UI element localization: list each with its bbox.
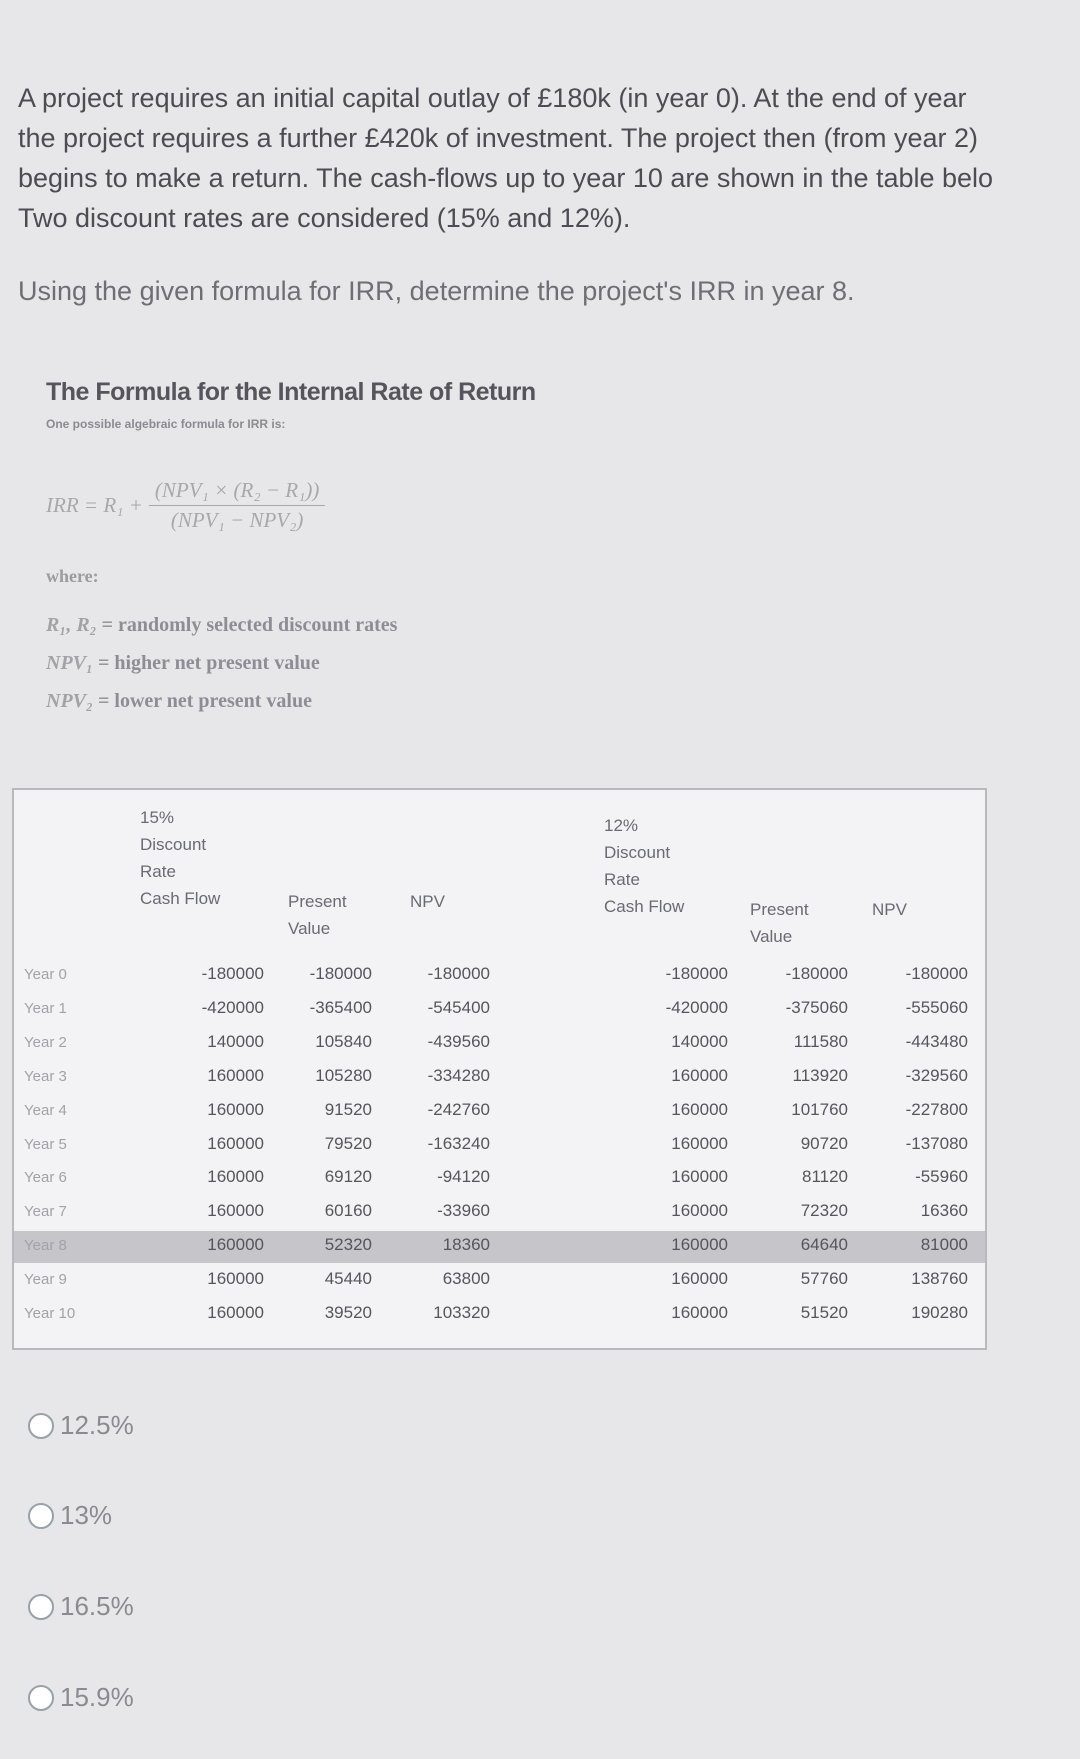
table-cell-cf12: -420000	[665, 997, 728, 1017]
cash-flow-table	[12, 788, 987, 1350]
row-label: Year 3	[24, 1067, 67, 1085]
option-label: 13%	[60, 1500, 113, 1530]
row-label: Year 2	[24, 1033, 67, 1051]
definition-text: = lower net present value	[92, 690, 312, 712]
option-15-9[interactable]	[28, 1682, 134, 1713]
option-label: 12.5%	[60, 1410, 134, 1440]
definition-symbol: NPV₁	[46, 652, 93, 674]
radio-button-icon[interactable]	[28, 1503, 54, 1529]
option-16-5[interactable]	[28, 1591, 134, 1622]
definition-npv1	[46, 652, 320, 675]
table-cell-cf15: -420000	[201, 997, 264, 1017]
table-cell-cf15: 140000	[207, 1031, 264, 1051]
header-12-present-value: Present Value	[750, 900, 809, 946]
irr-formula-image	[46, 378, 606, 728]
formula-title: The Formula for the Internal Rate of Return	[46, 378, 536, 406]
table-cell-pv12: 101760	[791, 1099, 848, 1119]
table-cell-cf15: 160000	[207, 1133, 264, 1153]
definition-npv2	[46, 690, 312, 713]
row-label: Year 5	[24, 1135, 67, 1153]
table-cell-cf15: 160000	[207, 1201, 264, 1221]
option-13[interactable]	[28, 1500, 112, 1531]
table-cell-pv12: 51520	[800, 1303, 848, 1322]
definition-symbol: NPV₂	[46, 690, 93, 712]
table-cell-cf12: 160000	[671, 1099, 728, 1119]
table-cell-cf15: 160000	[207, 1235, 264, 1255]
formula-where-label: where:	[46, 566, 99, 586]
table-cell-pv12: 72320	[800, 1201, 848, 1221]
table-cell-cf12: 160000	[671, 1133, 728, 1153]
table-cell-cf12: 160000	[671, 1065, 728, 1085]
header-15-npv: NPV	[410, 892, 445, 911]
table-cell-pv15: 69120	[324, 1167, 372, 1187]
row-label: Year 6	[24, 1169, 67, 1187]
radio-button-icon[interactable]	[28, 1594, 54, 1620]
table-cell-cf15: 160000	[207, 1099, 264, 1119]
table-cell-cf15: -180000	[201, 964, 264, 983]
question-line: A project requires an initial capital outlay of £180k (in year 0). At the end of year	[18, 83, 967, 113]
table-cell-pv15: 39520	[324, 1303, 372, 1322]
table-cell-cf12: 160000	[671, 1201, 728, 1221]
definition-symbol: R₁, R₂	[46, 614, 97, 636]
table-cell-npv12: -443480	[905, 1031, 968, 1051]
header-12-cash-flow: 12% Discount Rate Cash Flow	[604, 816, 685, 916]
table-cell-npv12: -227800	[905, 1099, 968, 1119]
table-cell-pv15: 105840	[315, 1031, 372, 1051]
table-cell-pv15: 60160	[324, 1201, 372, 1221]
row-label: Year 1	[24, 999, 67, 1017]
table-cell-pv15: -180000	[309, 964, 372, 983]
table-cell-npv12: -329560	[905, 1065, 968, 1085]
question-text	[18, 78, 1078, 238]
formula-subtitle: One possible algebraic formula for IRR is:	[46, 417, 286, 431]
table-cell-npv12: -180000	[905, 964, 968, 983]
question-instruction: Using the given formula for IRR, determine the project's IRR in year 8.	[18, 276, 855, 306]
option-12-5[interactable]	[28, 1410, 134, 1441]
table-cell-pv12: 113920	[792, 1065, 848, 1085]
table-cell-cf12: 140000	[671, 1031, 728, 1051]
row-label: Year 7	[24, 1203, 67, 1221]
table-cell-pv15: 52320	[324, 1235, 372, 1255]
table-cell-pv12: 111580	[793, 1031, 848, 1051]
row-label: Year 9	[24, 1271, 67, 1289]
header-15-present-value: Present Value	[288, 892, 347, 938]
row-label: Year 4	[24, 1101, 67, 1119]
table-cell-npv15: 63800	[442, 1269, 490, 1289]
table-cell-npv15: 103320	[433, 1303, 490, 1322]
question-line: the project requires a further £420k of investment. The project then (from year 2)	[18, 123, 978, 153]
irr-equation	[46, 478, 325, 533]
table-cell-cf12: 160000	[671, 1167, 728, 1187]
table-cell-npv15: -334280	[427, 1065, 490, 1085]
equation-lhs: IRR = R₁ +	[46, 493, 143, 517]
table-cell-npv15: 18360	[442, 1235, 490, 1255]
table-cell-npv15: -242760	[427, 1099, 490, 1119]
row-label: Year 8	[24, 1237, 67, 1255]
option-label: 16.5%	[60, 1591, 134, 1621]
table-cell-cf15: 160000	[207, 1303, 264, 1322]
equation-numerator: (NPV₁ × (R₂ − R₁))	[149, 478, 326, 506]
table-cell-pv12: -375060	[785, 997, 848, 1017]
row-label: Year 0	[24, 966, 67, 983]
row-label: Year 10	[24, 1305, 76, 1322]
table-cell-npv15: -33960	[437, 1201, 490, 1221]
radio-button-icon[interactable]	[28, 1685, 54, 1711]
question-line: Two discount rates are considered (15% and 12%).	[18, 203, 631, 233]
table-cell-pv15: 91520	[324, 1099, 372, 1119]
table-cell-pv12: 81120	[801, 1167, 848, 1187]
equation-denominator: (NPV₁ − NPV₂)	[170, 508, 304, 532]
table-cell-cf12: 160000	[671, 1269, 728, 1289]
equation-fraction	[149, 478, 326, 533]
table-cell-npv12: 81000	[920, 1235, 968, 1255]
table-cell-npv15: -180000	[427, 964, 490, 983]
table-cell-npv12: -55960	[915, 1167, 968, 1187]
table-cell-npv12: 190280	[911, 1303, 968, 1322]
table-cell-npv15: -94120	[437, 1167, 490, 1187]
table-cell-pv15: 79520	[324, 1133, 372, 1153]
table-cell-pv15: -365400	[309, 997, 372, 1017]
table-cell-pv15: 45440	[324, 1269, 372, 1289]
table-cell-npv15: -545400	[427, 997, 490, 1017]
table-cell-npv15: -163240	[427, 1133, 490, 1153]
table-cell-npv12: -555060	[905, 997, 968, 1017]
header-12-npv: NPV	[872, 900, 907, 919]
question-line: begins to make a return. The cash-flows up to year 10 are shown in the table belo	[18, 163, 994, 193]
table-cell-npv12: 16360	[920, 1201, 968, 1221]
table-cell-cf15: 160000	[207, 1167, 264, 1187]
table-cell-npv12: -137080	[905, 1133, 968, 1153]
table-cell-pv12: 90720	[800, 1133, 848, 1153]
table-cell-cf15: 160000	[207, 1065, 264, 1085]
definition-text: = randomly selected discount rates	[96, 614, 398, 636]
table-cell-pv12: 57760	[800, 1269, 848, 1289]
table-cell-npv15: -439560	[427, 1031, 490, 1051]
definition-rates	[46, 614, 397, 637]
table-cell-cf15: 160000	[207, 1269, 264, 1289]
header-15-cash-flow: 15% Discount Rate Cash Flow	[140, 808, 221, 908]
table-cell-cf12: 160000	[671, 1235, 728, 1255]
table-cell-cf12: -180000	[665, 964, 728, 983]
definition-text: = higher net present value	[92, 652, 320, 674]
table-cell-pv12: -180000	[785, 964, 848, 983]
option-label: 15.9%	[60, 1682, 134, 1712]
table-cell-pv15: 105280	[315, 1065, 372, 1085]
table-cell-npv12: 138760	[911, 1269, 968, 1289]
table-cell-pv12: 64640	[800, 1235, 848, 1255]
table-cell-cf12: 160000	[671, 1303, 728, 1322]
radio-button-icon[interactable]	[28, 1413, 54, 1439]
